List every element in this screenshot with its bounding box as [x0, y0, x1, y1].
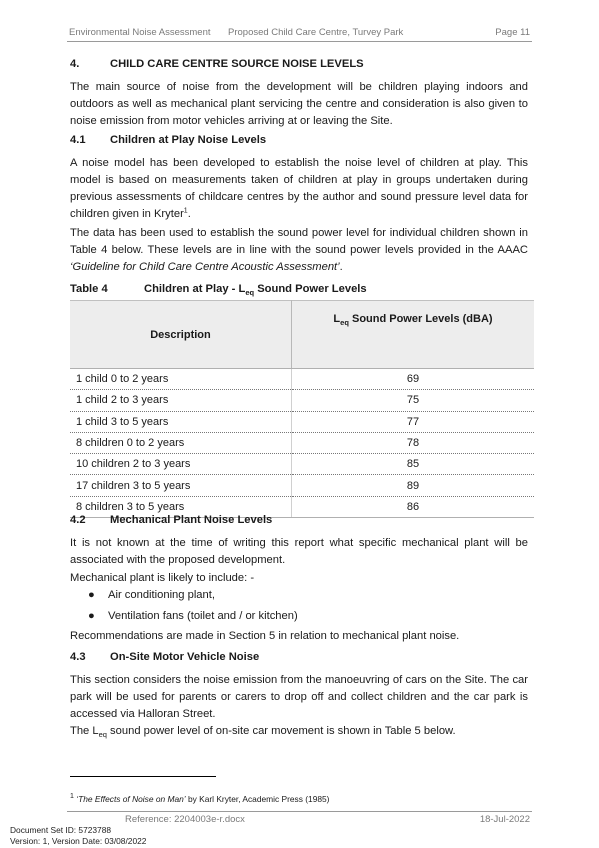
section-4-1-paragraph-2 [70, 225, 528, 276]
caption-text: Children at Play - L [144, 283, 246, 295]
section-4-heading [70, 58, 364, 70]
cell-description: 8 children 0 to 2 years [70, 432, 292, 453]
section-4-3-heading [70, 651, 259, 663]
paragraph-subscript: eq [98, 730, 107, 740]
cell-description: 8 children 3 to 5 years [70, 496, 292, 517]
section-number: 4. [70, 58, 80, 70]
paragraph-text: A noise model has been developed to establish the noise level of children at play. This model is based on measurements taken of children at play in groups undertaken during previous assessments of childcare centres by the author and sound pressure level data for children given in Kryter [70, 157, 528, 220]
footnote-reference[interactable]: 1 [183, 207, 188, 215]
footnote [70, 794, 329, 804]
section-4-3-paragraph-1: This section considers the noise emission from the manoeuvring of cars on the Site. The car park will be used for parents or carers to drop off and collect children and the car park is accessed via Halloran Street. [70, 674, 528, 720]
guideline-title: ‘Guideline for Child Care Centre Acoustic Assessment’ [70, 261, 340, 273]
section-title: On-Site Motor Vehicle Noise [110, 651, 260, 663]
section-4-2-paragraph-3: Recommendations are made in Section 5 in relation to mechanical plant noise. [70, 630, 460, 642]
section-title: CHILD CARE CENTRE SOURCE NOISE LEVELS [110, 58, 364, 70]
sound-power-table [70, 300, 534, 518]
section-4-3-paragraph-2 [70, 723, 528, 740]
paragraph-text: The L [70, 725, 99, 737]
cell-level: 86 [292, 496, 535, 517]
section-number: 4.3 [70, 651, 86, 663]
cell-level: 89 [292, 475, 535, 496]
footnote-text: by Karl Kryter, Academic Press (1985) [185, 794, 330, 804]
caption-subscript: eq [245, 288, 255, 298]
bullet-icon: ● [88, 589, 95, 601]
table-row [70, 454, 534, 475]
header-page-number: Page 11 [495, 27, 530, 38]
table-label: Table 4 [70, 283, 108, 295]
header-text: L [333, 313, 341, 325]
cell-description: 10 children 2 to 3 years [70, 454, 292, 475]
footnote-title: ‘The Effects of Noise on Man’ [76, 794, 186, 804]
footer-date: 18-Jul-2022 [479, 814, 530, 825]
table-4-caption [70, 283, 367, 298]
col-header-description: Description [70, 301, 292, 369]
document-set-id: Document Set ID: 5723788 [10, 825, 112, 835]
bullet-icon: ● [88, 610, 95, 622]
header-project: Proposed Child Care Centre, Turvey Park [228, 27, 404, 38]
paragraph-text: The data has been used to establish the sound power level for individual children shown in Table 4 below. These levels are in line with the sound power levels provided in the AAAC [70, 227, 528, 256]
header-doc-title: Environmental Noise Assessment [69, 27, 211, 38]
table-row [70, 390, 534, 411]
cell-level: 75 [292, 390, 535, 411]
paragraph-end: . [187, 208, 191, 220]
caption-text-end: Sound Power Levels [254, 283, 367, 295]
table-header-row [70, 301, 534, 369]
table-row [70, 432, 534, 453]
page-header [67, 27, 532, 42]
table-row [70, 369, 534, 390]
table-row [70, 475, 534, 496]
col-header-levels [292, 301, 535, 369]
section-number: 4.1 [70, 134, 86, 146]
cell-level: 85 [292, 454, 535, 475]
cell-description: 1 child 0 to 2 years [70, 369, 292, 390]
cell-description: 17 children 3 to 5 years [70, 475, 292, 496]
header-text-end: Sound Power Levels (dBA) [348, 313, 493, 325]
footnote-mark: 1 [70, 793, 74, 801]
section-title: Mechanical Plant Noise Levels [110, 514, 273, 526]
section-4-2-heading [70, 514, 272, 526]
cell-description: 1 child 3 to 5 years [70, 411, 292, 432]
list-item-text: Ventilation fans (toilet and / or kitchen) [108, 610, 298, 622]
section-4-intro: The main source of noise from the development will be children playing indoors and outdoors as well as mechanical plant servicing the centre and consideration is also given to noise emission from motor vehicles arriving at or leaving the Site. [70, 81, 528, 127]
list-item [70, 585, 298, 606]
section-title: Children at Play Noise Levels [110, 134, 267, 146]
section-4-2-paragraph-2: Mechanical plant is likely to include: - [70, 572, 255, 584]
section-number: 4.2 [70, 514, 86, 526]
page-footer [67, 811, 532, 826]
table-row [70, 411, 534, 432]
version-info: Version: 1, Version Date: 03/08/2022 [10, 836, 147, 846]
mechanical-plant-list [70, 585, 298, 627]
cell-level: 78 [292, 432, 535, 453]
list-item-text: Air conditioning plant, [108, 589, 215, 601]
header-subscript: eq [340, 318, 349, 328]
cell-level: 69 [292, 369, 535, 390]
section-4-1-heading [70, 134, 266, 146]
section-4-1-paragraph-1 [70, 155, 528, 223]
section-4-2-paragraph-1: It is not known at the time of writing this report what specific mechanical plant will be associated with the proposed development. [70, 537, 528, 566]
footer-reference: Reference: 2204003e-r.docx [125, 814, 245, 825]
paragraph-end: . [339, 261, 343, 273]
cell-description: 1 child 2 to 3 years [70, 390, 292, 411]
cell-level: 77 [292, 411, 535, 432]
footnote-separator [70, 776, 216, 777]
list-item [70, 606, 298, 627]
paragraph-text-end: sound power level of on-site car movement is shown in Table 5 below. [106, 725, 456, 737]
